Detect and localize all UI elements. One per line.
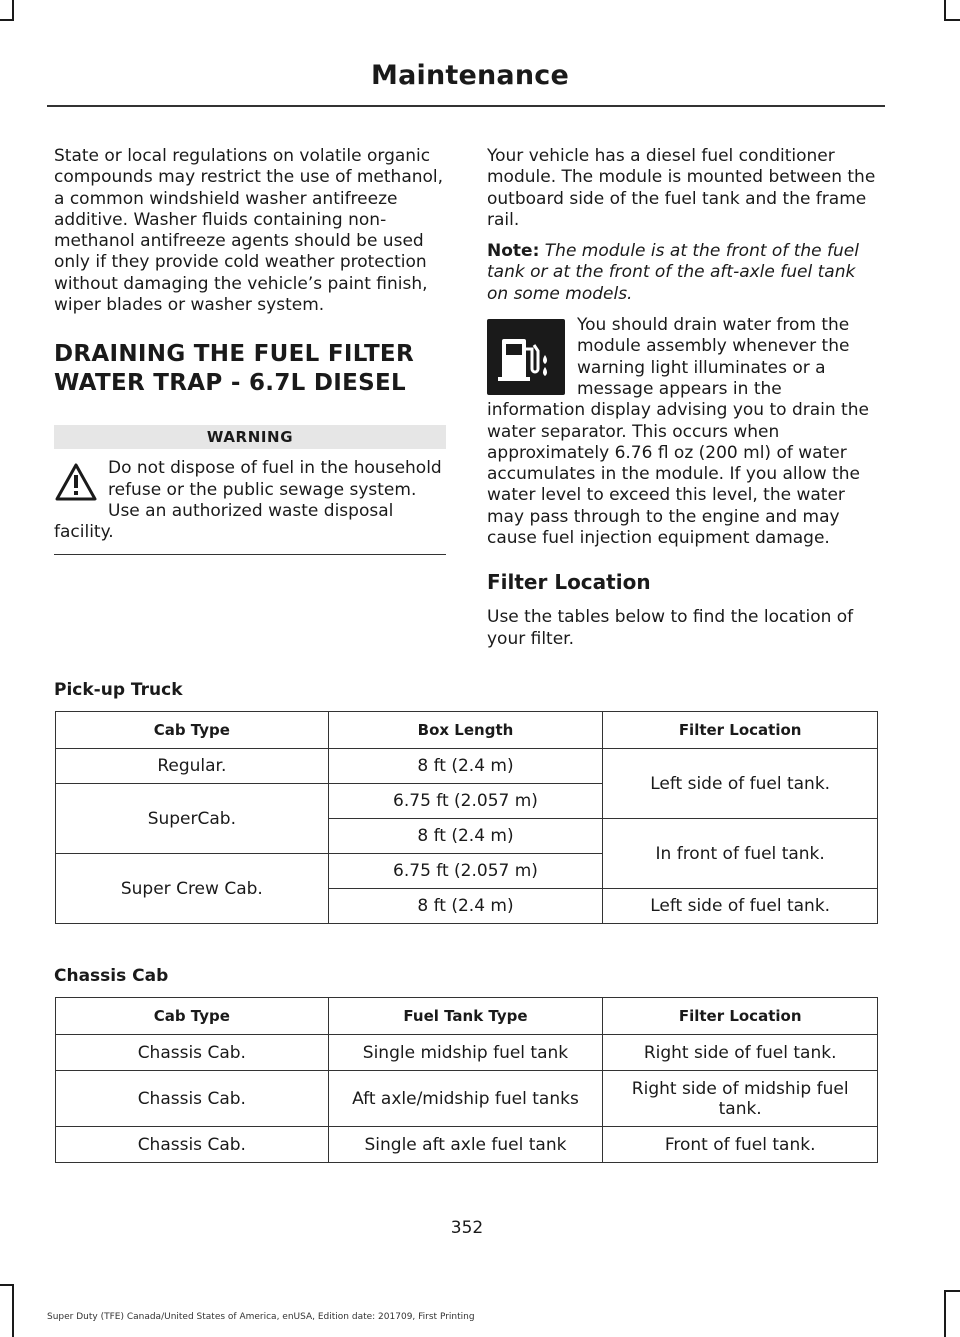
warning-triangle-icon (54, 462, 98, 502)
intro-paragraph: State or local regulations on volatile organic compounds may restrict the use of methanol, a common windshield washer antifreeze additive. Washer fluids containing non-methanol antifreeze agents should be used only if they provide cold weather protection without damaging the vehicle’s paint finish, wiper blades or washer system. (54, 146, 444, 316)
column-header: Cab Type (56, 712, 329, 749)
filter-location-cell: Left side of fuel tank. (603, 889, 878, 924)
pickup-table (55, 711, 878, 924)
warning-box (54, 425, 446, 555)
warning-body (54, 458, 446, 555)
box-length-cell: 8 ft (2.4 m) (328, 749, 603, 784)
table-row (56, 1035, 878, 1071)
chassis-table-title: Chassis Cab (54, 966, 169, 986)
column-header: Fuel Tank Type (328, 998, 603, 1035)
crop-mark (944, 19, 960, 21)
section-heading-line: DRAINING THE FUEL FILTER (54, 341, 414, 368)
page-title: Maintenance (371, 60, 569, 91)
cab-type-cell: Chassis Cab. (56, 1071, 329, 1127)
table-row (56, 1127, 878, 1163)
right-column (487, 146, 879, 650)
column-header: Box Length (328, 712, 603, 749)
drain-block (487, 315, 879, 549)
fuel-tank-type-cell: Single midship fuel tank (328, 1035, 603, 1071)
table-row (56, 749, 878, 784)
table-row (56, 1071, 878, 1127)
cab-type-cell: Chassis Cab. (56, 1035, 329, 1071)
box-length-cell: 6.75 ft (2.057 m) (328, 854, 603, 889)
column-header: Filter Location (603, 712, 878, 749)
fuel-conditioner-paragraph: Your vehicle has a diesel fuel conditioner module. The module is mounted between the outboard side of the fuel tank and the frame rail. (487, 146, 876, 230)
fuel-tank-type-cell: Single aft axle fuel tank (328, 1127, 603, 1163)
left-column (54, 146, 446, 555)
note-paragraph (487, 241, 879, 305)
page-number: 352 (450, 1218, 484, 1238)
section-heading (54, 340, 446, 398)
crop-mark (12, 0, 14, 20)
box-length-cell: 6.75 ft (2.057 m) (328, 784, 603, 819)
box-length-cell: 8 ft (2.4 m) (328, 819, 603, 854)
edition-footer: Super Duty (TFE) Canada/United States of America, enUSA, Edition date: 201709, First Printing (47, 1312, 475, 1322)
crop-mark (0, 19, 14, 21)
crop-mark (944, 0, 946, 20)
filter-location-cell: Left side of fuel tank. (603, 749, 878, 819)
filter-location-cell: Right side of midship fuel tank. (603, 1071, 878, 1127)
crop-mark (944, 1290, 946, 1337)
pickup-table-title: Pick-up Truck (54, 680, 183, 700)
chassis-table (55, 997, 878, 1163)
column-header: Cab Type (56, 998, 329, 1035)
drain-paragraph: You should drain water from the module assembly whenever the warning light illuminates or a message appears in the information display advising you to drain the water separator. This occurs when approximately 6.76 fl oz (200 ml) of water accumulates in the module. If you allow the water level to exceed this level, the water may pass through to the engine and may cause fuel injection equipment damage. (487, 315, 869, 549)
crop-mark (12, 1284, 14, 1337)
column-header: Filter Location (603, 998, 878, 1035)
warning-label: WARNING (54, 425, 446, 449)
filter-location-heading: Filter Location (487, 570, 651, 595)
header-divider (47, 105, 885, 107)
table-header-row (56, 712, 878, 749)
filter-location-cell: Right side of fuel tank. (603, 1035, 878, 1071)
crop-mark (0, 1284, 14, 1286)
filter-location-cell: Front of fuel tank. (603, 1127, 878, 1163)
cab-type-cell: Chassis Cab. (56, 1127, 329, 1163)
note-label: Note: (487, 241, 540, 262)
cab-type-cell: Super Crew Cab. (56, 854, 329, 924)
cab-type-cell: Regular. (56, 749, 329, 784)
section-heading-line: WATER TRAP - 6.7L DIESEL (54, 370, 406, 397)
filter-location-paragraph: Use the tables below to find the location of your filter. (487, 607, 854, 649)
box-length-cell: 8 ft (2.4 m) (328, 889, 603, 924)
fuel-tank-type-cell: Aft axle/midship fuel tanks (328, 1071, 603, 1127)
warning-text: Do not dispose of fuel in the household refuse or the public sewage system. Use an authorized waste disposal facility. (54, 458, 442, 543)
crop-mark (944, 1290, 960, 1292)
cab-type-cell: SuperCab. (56, 784, 329, 854)
filter-location-cell: In front of fuel tank. (603, 819, 878, 889)
warning-divider (54, 554, 446, 556)
water-in-fuel-glyph (487, 319, 565, 395)
table-header-row (56, 998, 878, 1035)
note-text: The module is at the front of the fuel tank or at the front of the aft-axle fuel tank on some models. (487, 241, 859, 304)
water-in-fuel-icon (487, 319, 565, 395)
